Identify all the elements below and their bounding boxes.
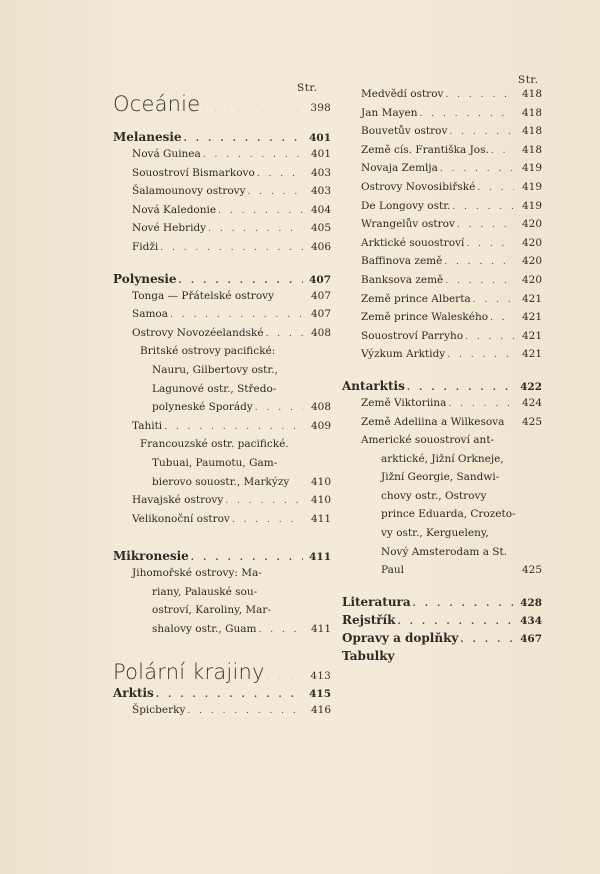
toc-entry-title: ostroví, Karoliny, Mar- (152, 604, 271, 617)
toc-entry-title: Samoa (132, 308, 168, 321)
toc-entry (113, 222, 331, 241)
toc-entry (342, 274, 542, 293)
toc-entry-page: 418 (521, 88, 542, 100)
toc-entry-title: Špicberky (132, 703, 186, 716)
toc-leader-dots (257, 169, 303, 179)
toc-entry (342, 125, 542, 144)
toc-leader-dots (164, 422, 303, 432)
toc-entry (342, 144, 542, 163)
toc-entry-page: 419 (521, 199, 542, 212)
toc-entry-page: 418 (521, 106, 542, 119)
toc-entry (113, 401, 331, 420)
toc-entry-title: Tahiti (132, 419, 163, 432)
toc-entry-page: 407 (309, 273, 331, 286)
toc-entry-title: Rejstřík (342, 612, 396, 627)
toc-entry-page: 421 (521, 292, 542, 305)
toc-entry (342, 434, 542, 453)
toc-entry-title: Nauru, Gilbertovy ostr., (152, 363, 278, 376)
toc-entry-page: 403 (310, 185, 331, 198)
toc-entry (113, 604, 331, 623)
toc-entry-title: Jižní Georgie, Sandwi- (381, 471, 500, 484)
toc-entry (113, 476, 331, 495)
toc-entry-page: 410 (310, 475, 331, 488)
spacer (113, 642, 331, 660)
spacer (342, 367, 542, 379)
toc-entry (113, 383, 331, 402)
toc-entry (342, 508, 542, 527)
toc-entry (113, 272, 331, 290)
toc-entry-title: Tonga — Přátelské ostrovy (132, 289, 275, 302)
toc-entry-page: 407 (310, 308, 331, 321)
toc-leader-dots (447, 350, 514, 360)
toc-entry (113, 686, 331, 704)
toc-leader-dots (491, 146, 514, 156)
toc-entry-page: 411 (309, 551, 331, 564)
toc-entry (342, 649, 542, 667)
toc-entry-page: 421 (521, 348, 542, 361)
toc-entry (113, 364, 331, 383)
toc-entry (113, 148, 331, 167)
toc-entry (113, 130, 331, 148)
toc-leader-dots (448, 399, 514, 409)
toc-entry-title: Nový Amsterodam a St. (381, 545, 508, 558)
toc-leader-dots (225, 496, 303, 506)
toc-entry-title: Bouvetův ostrov (361, 125, 448, 138)
toc-entry (113, 549, 331, 567)
toc-entry (113, 167, 331, 186)
toc-leader-dots (460, 635, 514, 645)
toc-entry-page: 418 (521, 125, 542, 138)
toc-entry (113, 438, 331, 457)
toc-entry-page: 425 (521, 415, 542, 428)
toc-entry-page: 403 (310, 166, 331, 179)
spacer (113, 531, 331, 549)
toc-leader-dots (202, 104, 303, 114)
toc-entry-page: 434 (520, 614, 542, 627)
toc-entry (113, 290, 331, 309)
toc-entry-title: Banksova země (361, 273, 444, 286)
toc-entry (342, 311, 542, 330)
toc-entry (342, 293, 542, 312)
toc-entry (342, 348, 542, 367)
toc-entry-title: arktické, Jižní Orkneje, (381, 452, 504, 465)
toc-entry-page: 411 (310, 623, 331, 636)
toc-entry-page: 406 (310, 240, 331, 253)
toc-leader-dots (449, 127, 514, 137)
toc-entry (342, 416, 542, 435)
toc-leader-dots (191, 553, 303, 563)
toc-entry-page: 410 (310, 494, 331, 507)
toc-leader-dots (203, 150, 303, 160)
toc-leader-dots (445, 90, 514, 100)
toc-entry (113, 513, 331, 532)
toc-entry-title: Jihomořské ostrovy: Ma- (132, 567, 262, 580)
toc-leader-dots (466, 239, 514, 249)
toc-entry (342, 564, 542, 583)
toc-entry-title: Britské ostrovy pacifické: (140, 345, 276, 358)
toc-leader-dots (465, 332, 514, 342)
toc-leader-dots (255, 403, 303, 413)
toc-leader-dots (440, 164, 514, 174)
toc-entry-page: 424 (521, 396, 542, 409)
toc-entry-page: 420 (521, 255, 542, 268)
toc-entry-title: Země cís. Františka Jos. (361, 143, 489, 156)
toc-leader-dots (170, 310, 303, 320)
toc-entry-page: 404 (310, 203, 331, 216)
toc-entry-title: Francouzské ostr. pacifické. (140, 438, 289, 451)
toc-entry-page: 416 (310, 703, 331, 716)
toc-leader-dots (413, 599, 514, 609)
toc-entry (342, 330, 542, 349)
toc-leader-dots (444, 257, 514, 267)
toc-entry-title: Souostroví Bismarkovo (132, 166, 255, 179)
toc-leader-dots (258, 625, 303, 635)
toc-entry-title: Výzkum Arktidy (361, 348, 446, 361)
toc-entry-title: Opravy a doplňky (342, 630, 459, 645)
toc-entry-title: Oceánie (113, 92, 201, 116)
toc-entry-title: Nové Hebridy (132, 222, 207, 235)
toc-entry-title: bierovo souostr., Markýzy (152, 475, 290, 488)
toc-entry (113, 623, 331, 642)
toc-entry (113, 457, 331, 476)
toc-leader-dots (266, 329, 303, 339)
toc-leader-dots (473, 295, 514, 305)
toc-entry (342, 237, 542, 256)
toc-entry-title: Polární krajiny (113, 659, 265, 684)
toc-entry-title: shalovy ostr., Guam (152, 623, 257, 636)
toc-entry-page: 413 (310, 669, 331, 682)
toc-entry-title: polyneské Sporády (152, 401, 253, 414)
toc-entry-page: 409 (310, 419, 331, 432)
toc-entry-page: 420 (521, 218, 542, 231)
toc-leader-dots (179, 276, 303, 286)
toc-leader-dots (267, 672, 303, 682)
toc-entry (342, 88, 542, 107)
toc-entry-title: Polynesie (113, 271, 177, 286)
toc-leader-dots (407, 383, 514, 393)
toc-entry (342, 631, 542, 649)
str-header-right: Str. (518, 74, 539, 86)
toc-entry (113, 204, 331, 223)
toc-entry (113, 660, 331, 686)
toc-entry-title: Fidži (132, 240, 159, 253)
toc-entry-title: Melanesie (113, 130, 182, 144)
toc-entry-title: De Longovy ostr. (361, 199, 451, 212)
toc-entry (342, 107, 542, 126)
toc-entry-title: Mikronesie (113, 549, 189, 564)
toc-entry-title: Nová Kaledonie (132, 203, 217, 216)
toc-entry (113, 241, 331, 260)
toc-entry (342, 471, 542, 490)
toc-entry (342, 595, 542, 613)
toc-left-list (113, 92, 331, 722)
toc-entry (342, 397, 542, 416)
toc-entry (113, 327, 331, 346)
toc-entry (342, 613, 542, 631)
toc-entry-title: Arktické souostroví (361, 236, 465, 249)
toc-leader-dots (184, 134, 303, 144)
toc-entry-page: 419 (521, 162, 542, 175)
toc-entry-title: Arktis (113, 685, 154, 700)
toc-entry-title: Wrangelův ostrov (361, 218, 455, 231)
toc-entry-title: Havajské ostrovy (132, 494, 224, 507)
toc-entry-title: Novaja Zemlja (361, 162, 438, 175)
toc-entry (342, 200, 542, 219)
toc-entry (113, 92, 331, 118)
toc-entry-page: 408 (310, 326, 331, 339)
toc-entry-title: Paul (381, 564, 404, 577)
toc-entry-title: Souostroví Parryho (361, 329, 464, 342)
toc-entry-title: Tabulky (342, 648, 395, 663)
toc-entry-title: Baffinova země (361, 255, 443, 268)
toc-leader-dots (248, 187, 303, 197)
toc-entry-page: 405 (310, 222, 331, 235)
toc-entry-title: Ostrovy Novozéelandské (132, 326, 264, 339)
toc-entry (342, 255, 542, 274)
toc-entry (342, 162, 542, 181)
toc-entry-title: riany, Palauské sou- (152, 585, 258, 598)
toc-entry (113, 420, 331, 439)
toc-entry-page: 420 (521, 236, 542, 249)
toc-entry-page: 422 (520, 380, 542, 393)
toc-entry (113, 494, 331, 513)
toc-leader-dots (420, 109, 515, 119)
toc-entry-title: Země Adeliina a Wilkesova (361, 415, 505, 428)
toc-entry (342, 546, 542, 565)
toc-entry-page: 415 (309, 687, 331, 700)
toc-leader-dots (156, 690, 303, 700)
toc-entry-title: prince Eduarda, Crozeto- (381, 508, 516, 521)
toc-entry-title: Šalamounovy ostrovy (132, 185, 246, 198)
toc-entry-title: Tubuai, Paumotu, Gam- (152, 456, 278, 469)
toc-leader-dots (457, 220, 514, 230)
spacer (113, 118, 331, 130)
toc-entry (342, 218, 542, 237)
toc-entry-page: 418 (521, 143, 542, 156)
toc-entry-page: 428 (520, 596, 542, 609)
toc-leader-dots (160, 243, 303, 253)
toc-right-list (342, 88, 542, 667)
toc-entry-title: Země prince Alberta (361, 292, 471, 305)
toc-entry-title: Velikonoční ostrov (132, 512, 230, 525)
toc-entry-title: Americké souostroví ant- (361, 434, 495, 447)
str-header-left: Str. (297, 82, 318, 94)
toc-entry-title: Antarktis (342, 378, 405, 393)
toc-entry (342, 453, 542, 472)
toc-entry-title: Země Viktoriina (361, 396, 447, 409)
toc-leader-dots (232, 515, 303, 525)
toc-entry (113, 345, 331, 364)
toc-leader-dots (208, 224, 303, 234)
toc-entry-page: 421 (521, 329, 542, 342)
toc-entry-title: vy ostr., Kergueleny, (381, 527, 489, 540)
toc-entry-page: 420 (521, 273, 542, 286)
toc-leader-dots (452, 202, 514, 212)
toc-entry-title: Lagunové ostr., Středo- (152, 382, 277, 395)
toc-entry (113, 185, 331, 204)
toc-entry (342, 490, 542, 509)
toc-entry-title: Jan Mayen (361, 106, 418, 119)
toc-entry (113, 586, 331, 605)
toc-entry-title: chovy ostr., Ostrovy (381, 489, 487, 502)
toc-entry-title: Země prince Waleského (361, 311, 489, 324)
toc-entry-page: 425 (521, 564, 542, 577)
toc-leader-dots (397, 617, 514, 627)
toc-leader-dots (218, 206, 303, 216)
toc-entry (113, 308, 331, 327)
spacer (342, 583, 542, 595)
toc-entry-page: 407 (310, 289, 331, 302)
spacer (113, 260, 331, 272)
toc-entry (342, 527, 542, 546)
toc-entry-page: 419 (521, 180, 542, 193)
toc-entry-page: 398 (310, 102, 331, 114)
toc-entry-page: 408 (310, 401, 331, 414)
toc-entry-title: Medvědí ostrov (361, 88, 444, 100)
toc-entry-title: Nová Guinea (132, 148, 201, 160)
toc-entry-title: Ostrovy Novosibiřské (361, 180, 476, 193)
toc-entry-page: 467 (520, 632, 542, 645)
toc-leader-dots (490, 313, 514, 323)
toc-leader-dots (187, 706, 303, 716)
toc-entry (113, 704, 331, 723)
toc-entry (342, 379, 542, 397)
toc-entry-title: Literatura (342, 594, 411, 609)
toc-entry-page: 421 (521, 311, 542, 324)
toc-entry (342, 181, 542, 200)
toc-entry-page: 411 (310, 512, 331, 525)
toc-leader-dots (445, 276, 514, 286)
toc-entry-page: 401 (310, 148, 331, 160)
toc-entry-page: 401 (309, 132, 331, 144)
toc-entry (113, 567, 331, 586)
toc-leader-dots (477, 183, 514, 193)
